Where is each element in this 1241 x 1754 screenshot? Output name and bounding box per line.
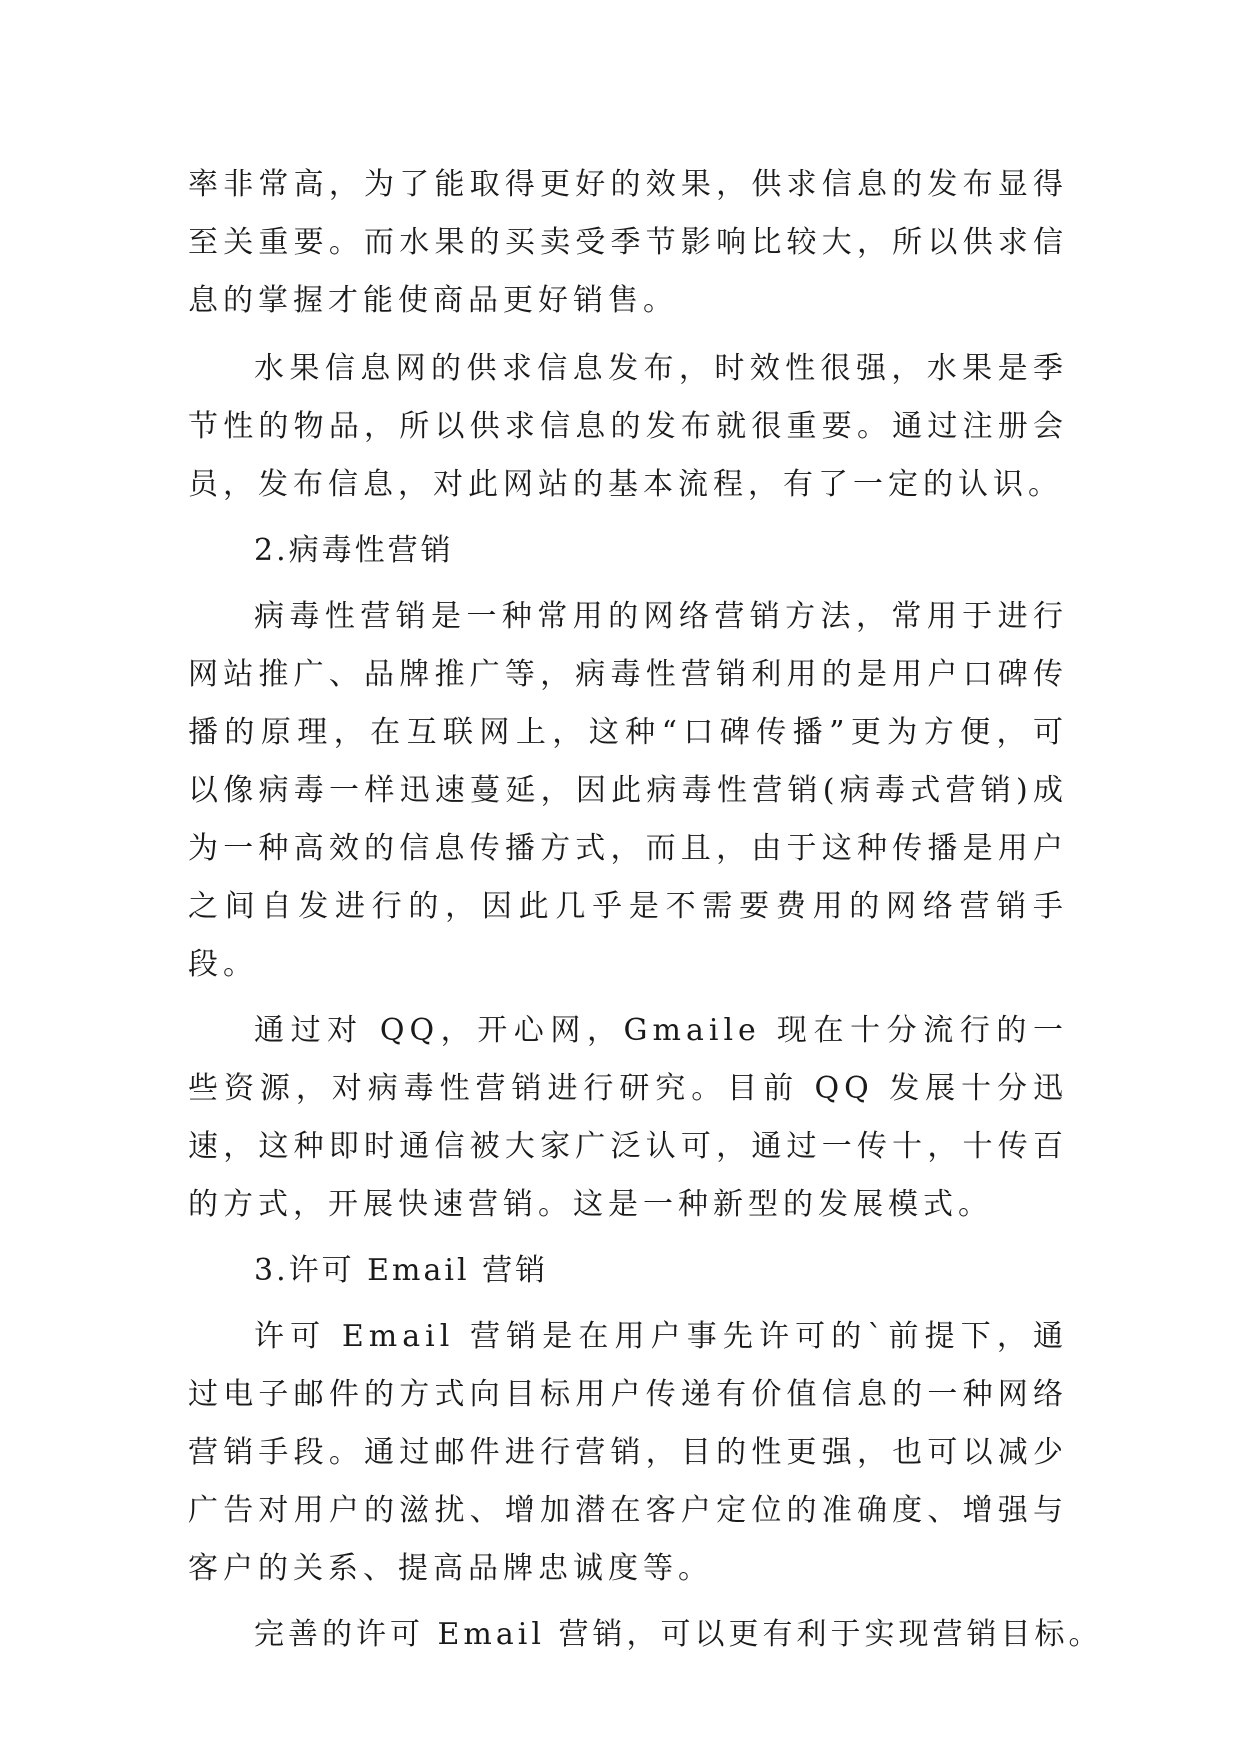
paragraph-fruit-info-site: 水果信息网的供求信息发布，时效性很强，水果是季节性的物品，所以供求信息的发布就很重要。通过注册会员，发布信息，对此网站的基本流程，有了一定的认识。 (188, 351, 1068, 502)
paragraph-email-marketing-definition: 许可 Email 营销是在用户事先许可的`前提下，通过电子邮件的方式向目标用户传递有价值信息的一种网络营销手段。通过邮件进行营销，目的性更强，也可以减少广告对用户的滋扰、增加潜在客户定位的准确度、增强与客户的关系、提高品牌忠诚度等。 (188, 1319, 1068, 1586)
paragraph-viral-marketing-definition: 病毒性营销是一种常用的网络营销方法，常用于进行网站推广、品牌推广等，病毒性营销利用的是用户口碑传播的原理，在互联网上，这种“口碑传播”更为方便，可以像病毒一样迅速蔓延，因此病毒性营销(病毒式营销)成为一种高效的信息传播方式，而且，由于这种传播是用户之间自发进行的，因此几乎是不需要费用的网络营销手段。 (188, 599, 1068, 982)
paragraph-viral-marketing-research: 通过对 QQ，开心网，Gmaile 现在十分流行的一些资源，对病毒性营销进行研究。目前 QQ 发展十分迅速，这种即时通信被大家广泛认可，通过一传十，十传百的方式，开展快速营销。这是一种新型的发展模式。 (188, 1013, 1068, 1222)
paragraph-continuation: 率非常高，为了能取得更好的效果，供求信息的发布显得至关重要。而水果的买卖受季节影响比较大，所以供求信息的掌握才能使商品更好销售。 (188, 167, 1068, 318)
paragraph-email-marketing-summary: 完善的许可 Email 营销，可以更有利于实现营销目标。 (254, 1617, 1103, 1652)
document-body (188, 156, 1103, 1664)
section-heading-viral-marketing: 2.病毒性营销 (254, 533, 454, 568)
section-heading-email-marketing: 3.许可 Email 营销 (254, 1253, 549, 1288)
